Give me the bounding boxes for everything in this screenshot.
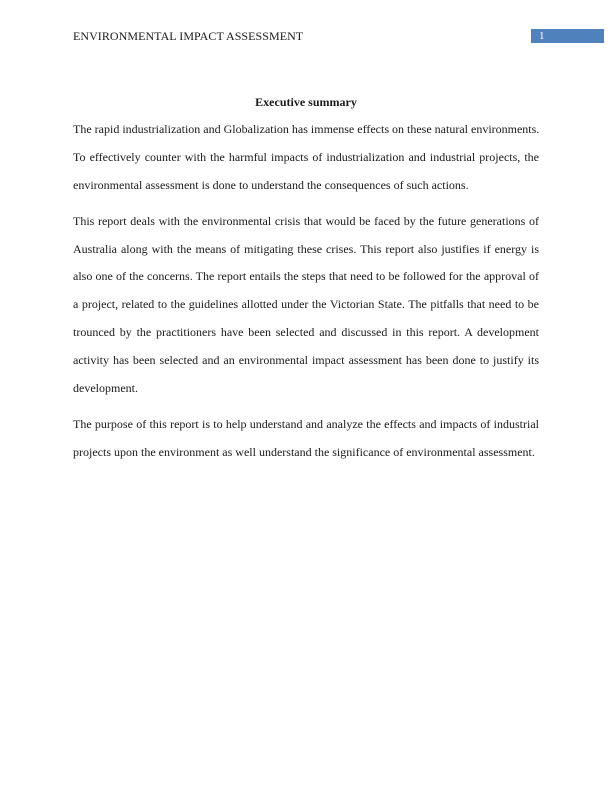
document-body (73, 94, 539, 475)
page-number-badge: 1 (531, 29, 604, 43)
paragraph-3 (73, 411, 539, 467)
paragraph-line: The purpose of this report is to help understand and analyze the effects and impacts of industrial (73, 416, 539, 431)
paragraph-line: Australia along with the means of mitigating these crises. This report also justifies if energy is (73, 241, 539, 256)
running-header-title: ENVIRONMENTAL IMPACT ASSESSMENT (73, 29, 304, 43)
paragraph-line: a project, related to the guidelines allotted under the Victorian State. The pitfalls that need to be (73, 297, 539, 312)
paragraph-2 (73, 208, 539, 403)
paragraph-line: trounced by the practitioners have been selected and discussed in this report. A development (73, 325, 539, 340)
paragraph-line: This report deals with the environmental crisis that would be faced by the future generations of (73, 213, 539, 228)
paragraph-line: activity has been selected and an environmental impact assessment has been done to justify its (73, 352, 539, 367)
paragraph-line: also one of the concerns. The report entails the steps that need to be followed for the approval of (73, 269, 539, 284)
paragraph-line: To effectively counter with the harmful impacts of industrialization and industrial projects, the (73, 149, 539, 164)
section-title: Executive summary (255, 95, 357, 109)
paragraph-line: environmental assessment is done to understand the consequences of such actions. (73, 177, 469, 192)
paragraph-line: The rapid industrialization and Globalization has immense effects on these natural environments. (73, 122, 540, 136)
paragraph-line: projects upon the environment as well understand the significance of environmental assessment. (73, 444, 535, 459)
paragraph-1 (73, 116, 539, 199)
paragraph-line: development. (73, 380, 138, 395)
